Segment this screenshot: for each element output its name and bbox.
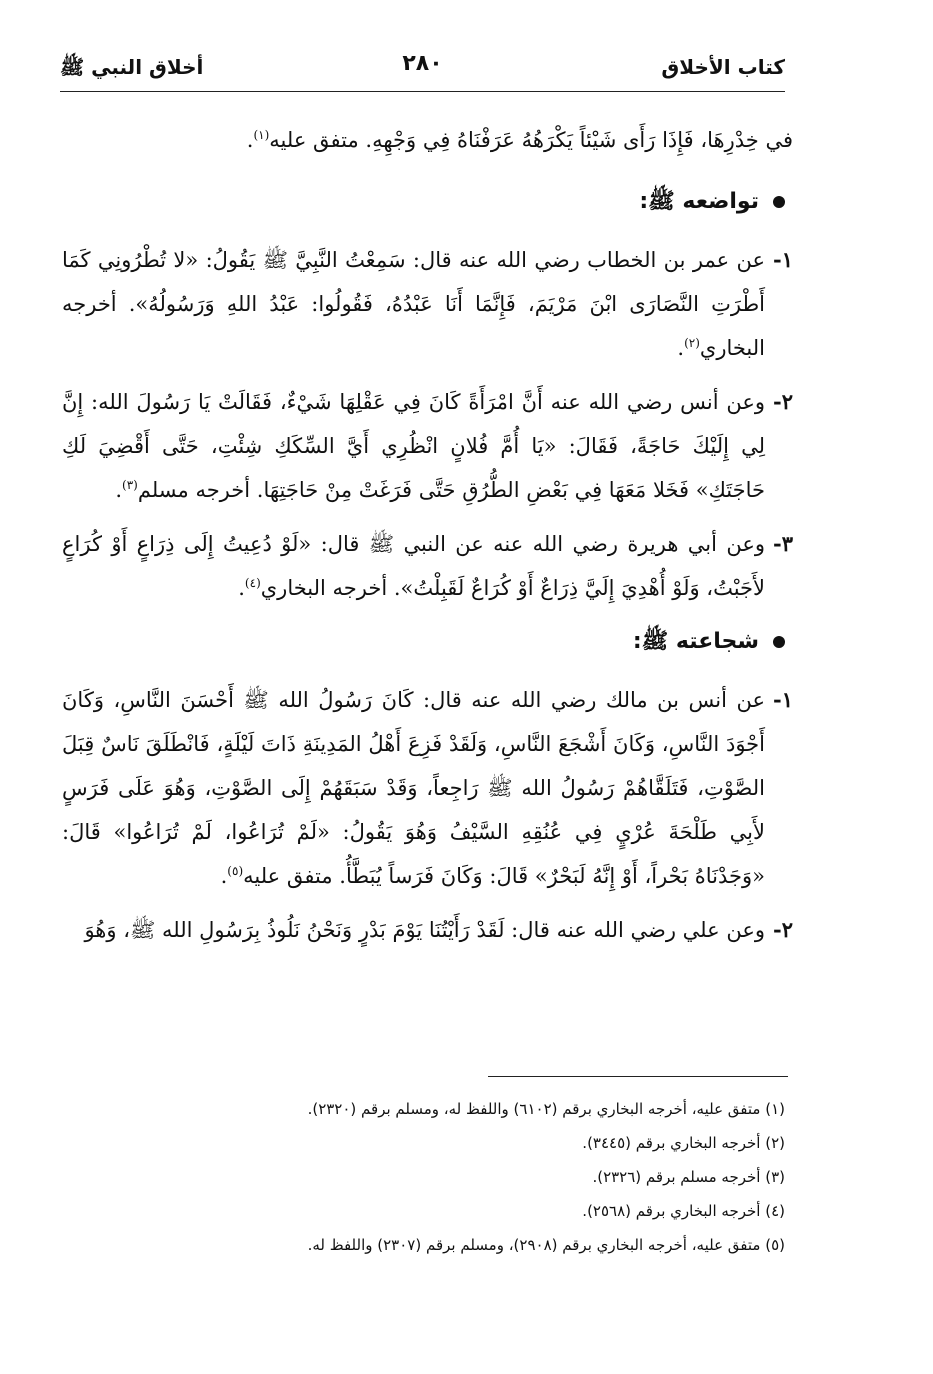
hadith-item (62, 522, 793, 610)
footnote: (٤) أخرجه البخاري برقم (٢٥٦٨). (582, 1202, 785, 1220)
item-number: ٢- (773, 917, 793, 942)
section-heading-label: شجاعته ﷺ: (632, 629, 759, 654)
paragraph-text: في خِدْرِهَا، فَإِذَا رَأَى شَيْئاً يَكْرَهُهُ عَرَفْنَاهُ فِي وَجْهِهِ. متفق عليه (269, 128, 793, 152)
chapter-title: أخلاق النبي ﷺ (60, 55, 204, 79)
page-number: ٢٨٠ (402, 51, 443, 76)
continued-paragraph: في خِدْرِهَا، فَإِذَا رَأَى شَيْئاً يَكْرَهُهُ عَرَفْنَاهُ فِي وَجْهِهِ. متفق عليه$^{(١)}$. (246, 128, 793, 152)
header-rule (60, 91, 785, 92)
bullet-icon (773, 636, 785, 648)
item-number: ٣- (773, 531, 793, 556)
hadith-item (62, 678, 793, 898)
footnote-ref: (٤) (244, 576, 261, 590)
hadith-body: عن أنس بن مالك رضي الله عنه قال: كَانَ رَسُولُ الله ﷺ أَحْسَنَ النَّاسِ، وَكَانَ أَجْوَدَ النَّاسِ، وَكَانَ أَشْجَعَ النَّاسِ، وَلَقَدْ فَزِعَ أَهْلُ المَدِينَةِ ذَاتَ لَيْلَةٍ، فَانْطَلَقَ نَاسٌ قِبَلَ الصَّوْتِ، فَتَلَقَّاهُمْ رَسُولُ الله ﷺ رَاجِعاً، وَقَدْ سَبَقَهُمْ إِلَى الصَّوْتِ، وَهُوَ عَلَى فَرَسٍ لأَبِي طَلْحَةَ عُرْيٍ فِي عُنُقِهِ السَّيْفُ وَهُوَ يَقُولُ: «لَمْ تُرَاعُوا، لَمْ تُرَاعُوا» قَالَ: «وَجَدْنَاهُ بَحْراً، أَوْ إِنَّهُ لَبَحْرٌ» قَالَ: وَكَانَ فَرَساً يُبَطَّأُ. متفق عليه$^{(٥)}$. (62, 688, 765, 888)
section-heading-humility (62, 180, 793, 224)
hadith-item (62, 380, 793, 512)
footnote: (٢) أخرجه البخاري برقم (٣٤٤٥). (582, 1134, 785, 1152)
bullet-icon (773, 196, 785, 208)
section-heading-courage (62, 620, 793, 664)
hadith-text: وعن أنس رضي الله عنه أَنَّ امْرَأَةً كَانَ فِي عَقْلِهَا شَيْءٌ، فَقَالَتْ يَا رَسُولَ الله: إِنَّ لِي إِلَيْكَ حَاجَةً، فَقَالَ: «يَا أُمَّ فُلانٍ انْظُرِي أَيَّ السِّكَكِ شِئْتِ، حَتَّى أَقْضِيَ لَكِ حَاجَتَكِ» فَخَلا مَعَهَا فِي بَعْضِ الطُّرُقِ حَتَّى فَرَغَتْ مِنْ حَاجَتِهَا. أخرجه مسلم (62, 390, 765, 502)
item-number: ١- (773, 247, 793, 272)
footnote-ref: (٣) (122, 478, 138, 492)
footnote: (١) متفق عليه، أخرجه البخاري برقم (٦١٠٢) واللفظ له، ومسلم برقم (٢٣٢٠). (307, 1100, 785, 1118)
hadith-item (62, 908, 793, 952)
footnotes (62, 1092, 785, 1262)
running-head (60, 51, 785, 95)
footnote-separator (488, 1076, 788, 1077)
footnote-ref: (٢) (684, 336, 700, 350)
hadith-item (62, 238, 793, 370)
hadith-text: عن عمر بن الخطاب رضي الله عنه قال: سَمِعْتُ النَّبِيَّ ﷺ يَقُولُ: «لا تُطْرُونِي كَمَا أَطْرَتِ النَّصَارَى ابْنَ مَرْيَمَ، فَإِنَّمَا أَنَا عَبْدُهُ، فَقُولُوا: عَبْدُ اللهِ وَرَسُولُهُ». أخرجه البخاري (62, 248, 765, 360)
item-number: ٢- (773, 389, 793, 414)
hadith-body: وعن أنس رضي الله عنه أَنَّ امْرَأَةً كَانَ فِي عَقْلِهَا شَيْءٌ، فَقَالَتْ يَا رَسُولَ الله: إِنَّ لِي إِلَيْكَ حَاجَةً، فَقَالَ: «يَا أُمَّ فُلانٍ انْظُرِي أَيَّ السِّكَكِ شِئْتِ، حَتَّى أَقْضِيَ لَكِ حَاجَتَكِ» فَخَلا مَعَهَا فِي بَعْضِ الطُّرُقِ حَتَّى فَرَغَتْ مِنْ حَاجَتِهَا. أخرجه مسلم$^{(٣)}$. (62, 390, 765, 502)
footnote-ref: (١) (253, 128, 270, 142)
book-title: كتاب الأخلاق (661, 55, 785, 79)
hadith-body: عن عمر بن الخطاب رضي الله عنه قال: سَمِعْتُ النَّبِيَّ ﷺ يَقُولُ: «لا تُطْرُونِي كَمَا أَطْرَتِ النَّصَارَى ابْنَ مَرْيَمَ، فَإِنَّمَا أَنَا عَبْدُهُ، فَقُولُوا: عَبْدُ اللهِ وَرَسُولُهُ». أخرجه البخاري$^{(٢)}$. (62, 248, 765, 360)
section-heading-label: تواضعه ﷺ: (639, 189, 759, 214)
footnote: (٣) أخرجه مسلم برقم (٢٣٢٦). (592, 1168, 785, 1186)
hadith-body: وعن أبي هريرة رضي الله عنه عن النبي ﷺ قال: «لَوْ دُعِيتُ إِلَى ذِرَاعٍ أَوْ كُرَاعٍ لأَجَبْتُ، وَلَوْ أُهْدِيَ إِلَيَّ ذِرَاعٌ أَوْ كُرَاعٌ لَقَبِلْتُ». أخرجه البخاري$^{(٤)}$. (62, 532, 765, 600)
footnote-ref: (٥) (227, 864, 244, 878)
item-number: ١- (773, 687, 793, 712)
hadith-text: وعن أبي هريرة رضي الله عنه عن النبي ﷺ قال: «لَوْ دُعِيتُ إِلَى ذِرَاعٍ أَوْ كُرَاعٍ لأَجَبْتُ، وَلَوْ أُهْدِيَ إِلَيَّ ذِرَاعٌ أَوْ كُرَاعٌ لَقَبِلْتُ». أخرجه البخاري (62, 532, 765, 600)
hadith-text: وعن علي رضي الله عنه قال: لَقَدْ رَأَيْتُنَا يَوْمَ بَدْرٍ وَنَحْنُ نَلُوذُ بِرَسُولِ الله ﷺ، وَهُوَ (84, 918, 765, 942)
hadith-text: عن أنس بن مالك رضي الله عنه قال: كَانَ رَسُولُ الله ﷺ أَحْسَنَ النَّاسِ، وَكَانَ أَجْوَدَ النَّاسِ، وَكَانَ أَشْجَعَ النَّاسِ، وَلَقَدْ فَزِعَ أَهْلُ المَدِينَةِ ذَاتَ لَيْلَةٍ، فَانْطَلَقَ نَاسٌ قِبَلَ الصَّوْتِ، فَتَلَقَّاهُمْ رَسُولُ الله ﷺ رَاجِعاً، وَقَدْ سَبَقَهُمْ إِلَى الصَّوْتِ، وَهُوَ عَلَى فَرَسٍ لأَبِي طَلْحَةَ عُرْيٍ فِي عُنُقِهِ السَّيْفُ وَهُوَ يَقُولُ: «لَمْ تُرَاعُوا، لَمْ تُرَاعُوا» قَالَ: «وَجَدْنَاهُ بَحْراً، أَوْ إِنَّهُ لَبَحْرٌ» قَالَ: وَكَانَ فَرَساً يُبَطَّأُ. متفق عليه (62, 688, 765, 888)
footnote: (٥) متفق عليه، أخرجه البخاري برقم (٢٩٠٨)، ومسلم برقم (٢٣٠٧) واللفظ له. (307, 1236, 785, 1254)
hadith-body (62, 908, 765, 952)
main-text (62, 118, 793, 962)
